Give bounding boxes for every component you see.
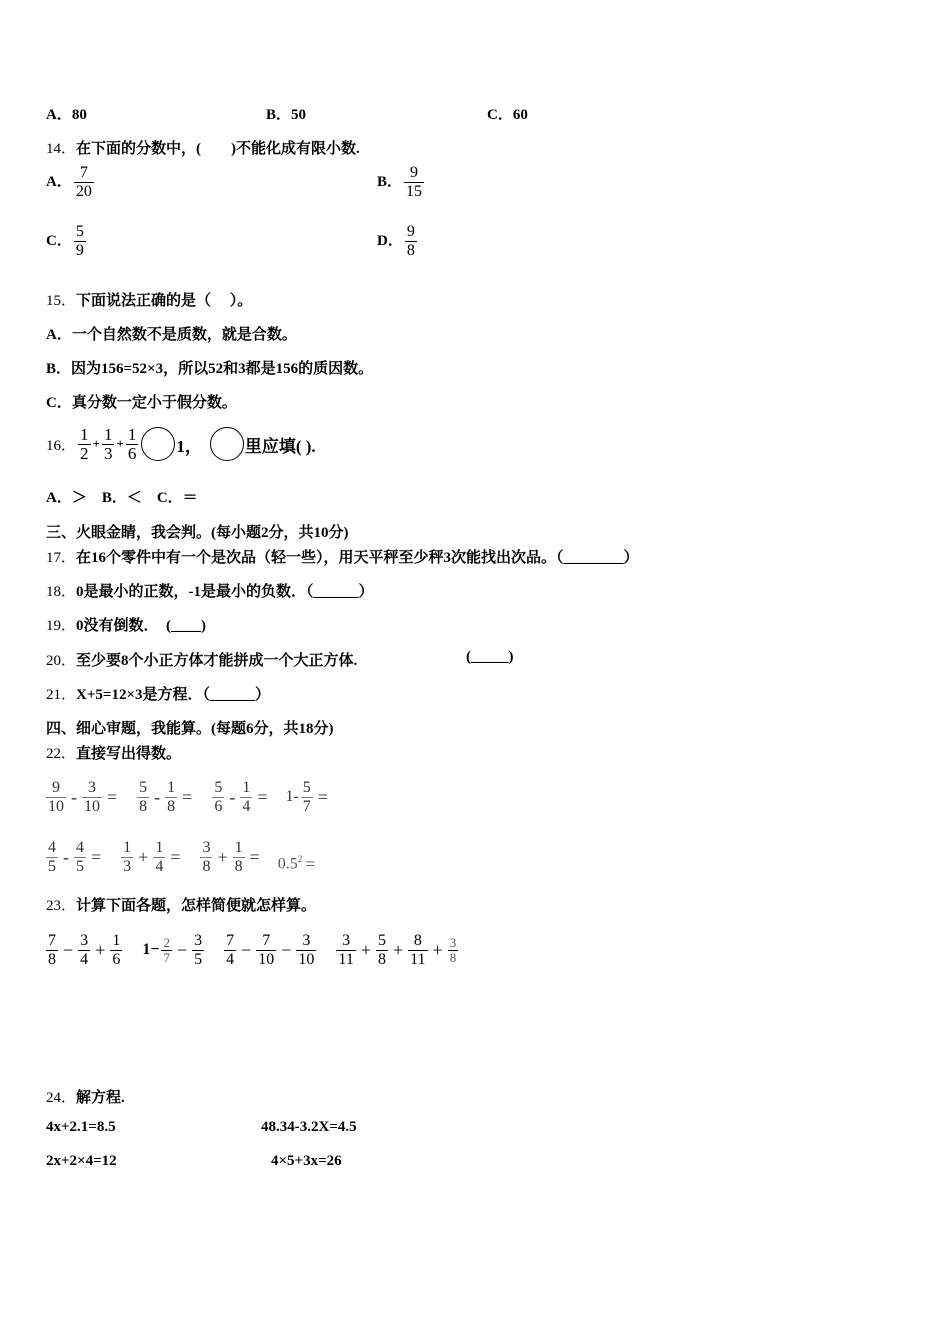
q23-number: 23． [46, 898, 77, 914]
equation-4: 4×5+3x=26 [271, 1153, 342, 1169]
q15-stem: 下面说法正确的是（ ）。 [76, 293, 253, 309]
equation-1: 4x+2.1=8.5 [46, 1119, 116, 1135]
q21-text: X+5=12×3是方程．（______） [76, 687, 270, 703]
plus-sign: + [95, 939, 106, 960]
q17 [46, 546, 639, 567]
equals-sign: = [107, 786, 118, 807]
q13-option-a: A．80 [46, 107, 87, 123]
fraction: $\frac{1}{3}$ [103, 424, 113, 463]
q14-stem: 在下面的分数中，( )不能化成有限小数. [76, 141, 360, 157]
fraction: $\frac{1}{6}$ [112, 931, 121, 968]
section-4-title: 四、细心审题，我能算。(每题6分，共18分) [46, 721, 334, 737]
section-3-title: 三、火眼金睛，我会判。(每小题2分，共10分) [46, 525, 349, 541]
equals-sign: = [249, 846, 260, 867]
fraction: $\frac{3}{5}$ [194, 931, 203, 968]
fraction: $\frac{1}{8}$ [234, 838, 243, 875]
q24-text: 解方程. [76, 1090, 125, 1106]
q23-expressions [44, 926, 460, 974]
q15-option-b: B．因为156=52×3，所以52和3都是156的质因数。 [46, 361, 374, 377]
q22-text: 直接写出得数。 [76, 746, 182, 762]
q15-option-c: C．真分数一定小于假分数。 [46, 395, 237, 411]
q23-text: 计算下面各题，怎样简便就怎样算。 [76, 898, 317, 914]
q22-row-2 [44, 834, 318, 880]
plus-sign: + [432, 939, 443, 960]
q16-question [46, 422, 316, 466]
fraction: $\frac{1}{4}$ [155, 838, 164, 875]
q23 [46, 894, 316, 915]
fraction: $\frac{4}{5}$ [48, 838, 56, 875]
fraction: $\frac{1}{6}$ [127, 424, 137, 463]
plus-sign: + [116, 436, 124, 451]
fraction: $\frac{5}{7}$ [302, 778, 311, 815]
plus-sign: + [392, 939, 404, 960]
q24 [46, 1086, 125, 1107]
q20-text: 至少要8个小正方体才能拼成一个大正方体. [76, 653, 358, 669]
option-label: B． [377, 173, 403, 190]
fraction: $\frac{2}{7}$ [163, 934, 170, 965]
fraction: $\frac{9}{10}$ [48, 778, 64, 815]
fraction: $\frac{7}{4}$ [226, 931, 235, 968]
q20-number: 20． [46, 653, 77, 669]
q14-option-a [46, 164, 96, 201]
fraction: $\frac{5}{9}$ [75, 223, 84, 259]
q15-option-a: A．一个自然数不是质数，就是合数。 [46, 327, 297, 343]
answer-circle-reference [210, 427, 244, 461]
option-label: A． [46, 173, 72, 190]
fraction: $\frac{8}{11}$ [410, 931, 426, 968]
fraction: $\frac{3}{8}$ [202, 838, 211, 875]
q15-number: 15． [46, 293, 77, 309]
minus-sign: - [154, 786, 161, 807]
q18 [46, 580, 374, 601]
q17-text: 在16个零件中有一个是次品（轻一些），用天平秤至少秤3次能找出次品。（________） [76, 550, 639, 566]
q21 [46, 683, 270, 704]
q19-text: 0没有倒数． (____) [76, 618, 207, 634]
q22-number: 22． [46, 746, 77, 762]
equation-2: 48.34-3.2X=4.5 [261, 1119, 357, 1135]
fraction: $\frac{5}{8}$ [139, 778, 148, 815]
fraction: $\frac{7}{8}$ [48, 931, 56, 968]
fraction: $\frac{3}{10}$ [84, 778, 100, 815]
equals-sign: = [257, 786, 268, 807]
option-label: D． [377, 232, 403, 249]
equals-sign: = [182, 786, 193, 807]
plus-sign: + [217, 846, 228, 867]
fraction: $\frac{3}{10}$ [298, 931, 315, 968]
q20 [46, 649, 357, 670]
fraction: $\frac{9}{15}$ [406, 164, 423, 200]
minus-sign: − [176, 939, 188, 960]
q20-answer-blank: (_____) [466, 649, 514, 665]
fraction: $\frac{1}{4}$ [242, 778, 251, 815]
q22 [46, 742, 181, 763]
minus-sign: - [229, 786, 236, 807]
q19-number: 19． [46, 618, 77, 634]
equals-sign: = [170, 846, 181, 867]
q14-option-b [377, 164, 426, 201]
q16-options: A．＞ B．＜ C．＝ [46, 490, 198, 506]
q13-option-b: B．50 [266, 107, 307, 123]
equals-sign: = [305, 853, 316, 874]
minus-sign: - [71, 786, 77, 807]
fraction: $\frac{7}{20}$ [75, 164, 92, 200]
plus-sign: + [138, 846, 149, 867]
q22-row-1 [44, 774, 331, 820]
q16-rhs: 1， [176, 436, 202, 456]
power-expression: $0.5^2$ [277, 854, 303, 873]
q13-option-c: C．60 [487, 107, 528, 123]
fraction: $\frac{9}{8}$ [406, 223, 415, 259]
q14-question [46, 137, 360, 158]
plus-sign: + [360, 939, 371, 960]
fraction: $\frac{5}{6}$ [214, 778, 223, 815]
equation-3: 2x+2×4=12 [46, 1153, 117, 1169]
fraction: $\frac{1}{8}$ [167, 778, 176, 815]
q14-number: 14． [46, 141, 77, 157]
q15-question [46, 289, 252, 310]
fraction: $\frac{7}{10}$ [258, 931, 275, 968]
answer-circle [141, 427, 175, 461]
q16-tail: 里应填( ). [244, 436, 316, 456]
fraction: $\frac{1}{3}$ [123, 838, 132, 875]
fraction: $\frac{4}{5}$ [76, 838, 84, 875]
q21-number: 21． [46, 687, 77, 703]
q14-option-c [46, 223, 88, 260]
fraction: $\frac{3}{8}$ [449, 934, 457, 965]
fraction: $\frac{3}{11}$ [338, 931, 354, 968]
minus-sign: − [241, 939, 252, 960]
minus-sign: − [63, 939, 74, 960]
plus-sign: + [92, 436, 100, 451]
one-minus: 1- [285, 788, 299, 805]
one-minus: 1− [142, 941, 160, 958]
fraction: $\frac{3}{4}$ [80, 931, 89, 968]
q16-number: 16． [46, 437, 77, 454]
q24-number: 24． [46, 1090, 77, 1106]
fraction: $\frac{1}{2}$ [80, 424, 89, 463]
option-label: C． [46, 232, 72, 249]
fraction: $\frac{5}{8}$ [377, 931, 386, 968]
q18-number: 18． [46, 584, 77, 600]
q14-option-d [377, 223, 419, 260]
q17-number: 17． [46, 550, 77, 566]
q19 [46, 614, 206, 635]
minus-sign: - [63, 846, 69, 867]
equals-sign: = [91, 846, 102, 867]
q18-text: 0是最小的正数，-1是最小的负数．（______） [76, 584, 374, 600]
minus-sign: − [281, 939, 292, 960]
equals-sign: = [317, 786, 328, 807]
